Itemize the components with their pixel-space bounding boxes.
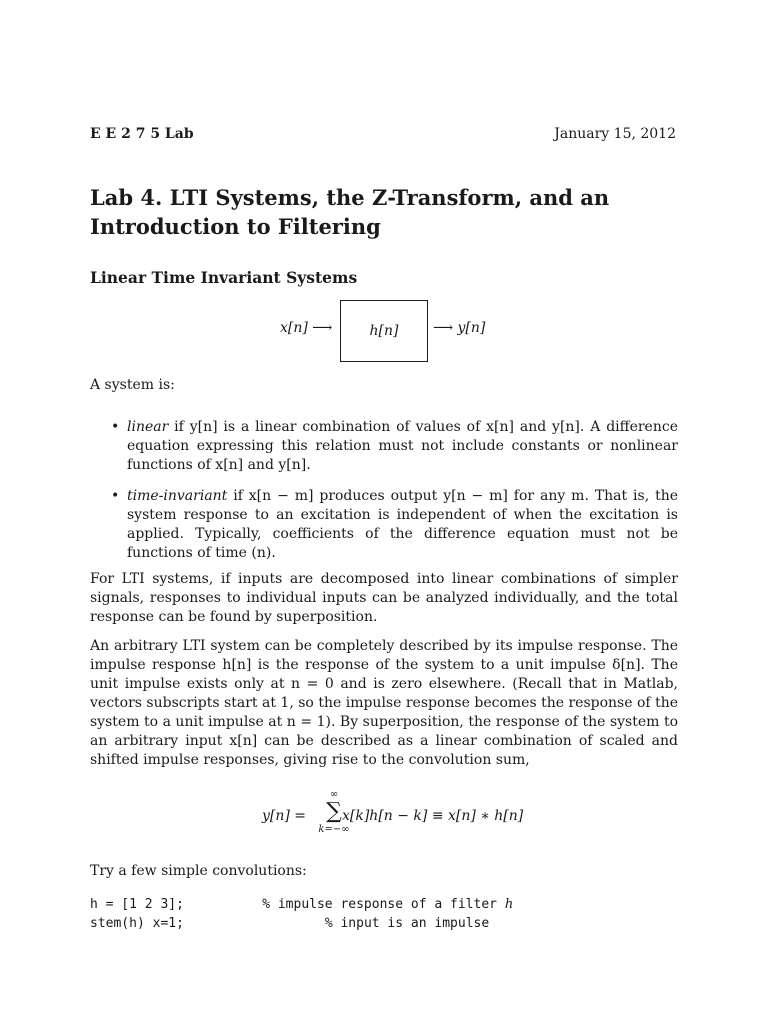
- system-block-label: h[n]: [369, 323, 399, 339]
- convolution-equation: [262, 790, 522, 842]
- code-line: [90, 897, 513, 912]
- property-time-invariant: [90, 487, 678, 563]
- code-line: [90, 916, 489, 931]
- diagram-input-label: x[n] ⟶: [280, 320, 333, 336]
- summation-symbol: ∑: [326, 799, 342, 824]
- page-header: [90, 126, 676, 142]
- equation-rhs: x[k]h[n − k] ≡ x[n] ∗ h[n]: [342, 808, 524, 824]
- try-convolutions-text: Try a few simple convolutions:: [90, 863, 307, 879]
- code-statement: h = [1 2 3];: [90, 897, 263, 912]
- code-statement: stem(h) x=1;: [90, 916, 325, 931]
- system-properties-list: [90, 418, 678, 575]
- property-text: if x[n − m] produces output y[n − m] for any m. That is, the system response to an excitation is independent of when the excitation is applied. Typically, coefficients of the difference equation must not be functions of time (n).: [127, 488, 678, 561]
- lab-title: Lab 4. LTI Systems, the Z-Transform, and an Introduction to Filtering: [90, 185, 610, 239]
- code-comment: % impulse response of a filter: [262, 897, 505, 912]
- code-comment: % input is an impulse: [324, 916, 490, 931]
- document-date: January 15, 2012: [554, 126, 676, 142]
- lti-paragraph: For LTI systems, if inputs are decomposed into linear combinations of simpler signals, responses to individual inputs can be analyzed individually, and the total response can be found by superposition.: [90, 571, 678, 625]
- course-name: E E 2 7 5 Lab: [90, 126, 194, 142]
- code-comment-variable: h: [504, 897, 514, 912]
- impulse-response-paragraph: An arbitrary LTI system can be completely described by its impulse response. The impulse response h[n] is the response of the system to a unit impulse δ[n]. The unit impulse exists only at n = 0 and is zero elsewhere. (Recall that in Matlab, vectors subscripts start at 1, so the impulse response becomes the response of the system to a unit impulse at n = 1). By superposition, the response of the system to an arbitrary input x[n] can be described as a linear combination of scaled and shifted impulse responses, giving rise to the convolution sum,: [90, 638, 678, 768]
- summation-upper-limit: ∞: [329, 789, 339, 800]
- diagram-output-label: ⟶ y[n]: [433, 320, 486, 336]
- property-text: if y[n] is a linear combination of values of x[n] and y[n]. A difference equation expressing this relation must not include constants or nonlinear functions of x[n] and y[n].: [127, 419, 678, 473]
- system-block: [340, 300, 428, 362]
- section-heading: Linear Time Invariant Systems: [90, 268, 358, 287]
- summation-lower-limit: k=−∞: [318, 824, 350, 835]
- system-intro: A system is:: [90, 377, 175, 393]
- property-term: linear: [127, 419, 169, 435]
- equation-lhs: y[n] =: [262, 808, 307, 824]
- property-linear: [90, 418, 678, 475]
- property-term: time-invariant: [127, 488, 228, 504]
